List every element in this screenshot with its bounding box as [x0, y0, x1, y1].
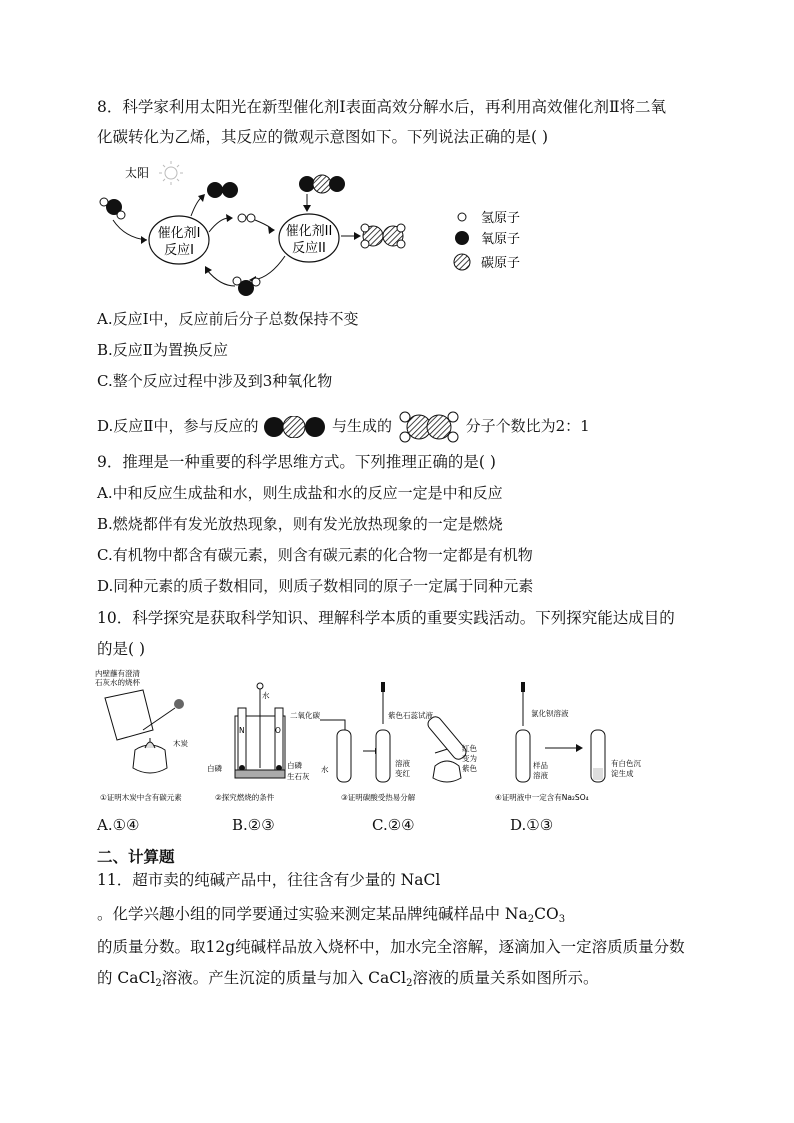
q10-stem-line1: 10．科学探究是获取科学知识、理解科学本质的重要实践活动。下列探究能达成目的: [97, 609, 675, 627]
q9-option-b: B.燃烧都伴有发光放热现象，则有发光放热现象的一定是燃烧: [97, 515, 503, 533]
sun-icon: [159, 161, 183, 185]
q8-option-d-prefix: D.反应Ⅱ中，参与反应的: [97, 417, 259, 435]
experiment-3: [290, 682, 477, 802]
svg-text:有白色沉: 有白色沉: [611, 759, 641, 768]
svg-text:生石灰: 生石灰: [287, 772, 310, 781]
svg-text:氯化钡溶液: 氯化钡溶液: [531, 709, 569, 718]
q11-line3: 的质量分数。取12g纯碱样品放入烧杯中，加水完全溶解，逐滴加入一定溶质质量分数: [97, 938, 685, 956]
svg-text:水: 水: [262, 691, 270, 700]
q11-line1: 11．超市卖的纯碱产品中，往往含有少量的 NaCl: [97, 871, 441, 889]
svg-text:紫色石蕊试液: 紫色石蕊试液: [388, 711, 433, 720]
svg-text:O: O: [275, 726, 281, 735]
q10-stem-line2: 的是( ): [97, 640, 146, 658]
water-molecule-return-icon: [233, 277, 260, 296]
q10-choice-b: B.②③: [232, 816, 275, 834]
svg-text:紫色: 紫色: [462, 764, 477, 773]
experiment-4: [495, 682, 641, 802]
reaction2-label: 反应II: [292, 241, 326, 256]
q9-option-d: D.同种元素的质子数相同，则质子数相同的原子一定属于同种元素: [97, 577, 534, 595]
legend-oxygen: 氧原子: [481, 232, 521, 247]
catalyst2-label: 催化剂II: [285, 224, 333, 239]
reaction1-label: 反应I: [164, 243, 194, 258]
svg-text:样品: 样品: [533, 761, 548, 770]
svg-text:木炭: 木炭: [173, 739, 188, 748]
svg-text:变为: 变为: [462, 754, 477, 763]
q8-option-d: [97, 410, 590, 444]
q10-choice-a: A.①④: [97, 816, 140, 834]
svg-text:二氧化碳: 二氧化碳: [290, 711, 320, 720]
svg-text:红色: 红色: [462, 744, 477, 753]
q10-choice-c: C.②④: [372, 816, 415, 834]
oxygen-molecule-icon: [207, 182, 238, 198]
svg-text:②探究燃烧的条件: ②探究燃烧的条件: [215, 793, 275, 802]
q8-reaction-diagram: [95, 158, 555, 303]
svg-text:石灰水的烧杯: 石灰水的烧杯: [95, 678, 140, 687]
svg-text:N: N: [239, 726, 245, 735]
ethylene-molecule-icon: [361, 224, 405, 248]
q11-line4: 的 CaCl$_2$溶液。产生沉淀的质量与加入 CaCl$_2$溶液的质量关系如图所示。: [97, 969, 599, 989]
q9-option-a: A.中和反应生成盐和水，则生成盐和水的反应一定是中和反应: [97, 484, 503, 502]
co2-molecule-icon: [263, 416, 327, 438]
legend-carbon: 碳原子: [481, 256, 521, 271]
q11-line2: 。化学兴趣小组的同学要通过实验来测定某品牌纯碱样品中 $Na_2CO_3$: [97, 905, 566, 925]
q9-option-c: C.有机物中都含有碳元素，则含有碳元素的化合物一定都是有机物: [97, 546, 533, 564]
co2-molecule-icon: [299, 175, 345, 193]
svg-text:白磷: 白磷: [207, 764, 222, 773]
q10-experiments-figure: [95, 668, 655, 808]
svg-text:淀生成: 淀生成: [611, 769, 634, 778]
svg-text:④证明液中一定含有Na₂SO₄: ④证明液中一定含有Na₂SO₄: [495, 793, 589, 802]
experiment-2: [207, 683, 310, 802]
q8-stem-line1: 8．科学家利用太阳光在新型催化剂Ⅰ表面高效分解水后，再利用高效催化剂Ⅱ将二氧: [97, 98, 667, 116]
sun-label: 太阳: [125, 166, 150, 180]
hydrogen-molecule-icon: [238, 214, 255, 222]
q8-option-b: B.反应Ⅱ为置换反应: [97, 341, 228, 359]
q9-stem: 9．推理是一种重要的科学思维方式。下列推理正确的是( ): [97, 453, 496, 471]
svg-text:③证明碳酸受热易分解: ③证明碳酸受热易分解: [341, 793, 416, 802]
svg-text:白磷: 白磷: [287, 761, 302, 770]
svg-text:溶液: 溶液: [395, 759, 410, 768]
svg-text:①证明木炭中含有碳元素: ①证明木炭中含有碳元素: [100, 793, 182, 802]
svg-text:溶液: 溶液: [533, 771, 548, 780]
q8-option-a: A.反应Ⅰ中，反应前后分子总数保持不变: [97, 310, 359, 328]
q8-option-c: C.整个反应过程中涉及到3种氧化物: [97, 372, 333, 390]
ethylene-molecule-icon: [397, 410, 461, 444]
section-title: 二、计算题: [97, 848, 175, 866]
water-molecule-icon: [100, 198, 125, 219]
svg-text:变红: 变红: [395, 769, 410, 778]
experiment-1: [95, 668, 188, 802]
legend: [454, 211, 520, 271]
svg-text:水: 水: [321, 765, 329, 774]
q8-stem-line2: 化碳转化为乙烯，其反应的微观示意图如下。下列说法正确的是( ): [97, 128, 549, 146]
q10-choice-d: D.①③: [510, 816, 554, 834]
legend-hydrogen: 氢原子: [481, 211, 521, 226]
q8-option-d-suffix: 分子个数比为2：1: [465, 417, 590, 435]
catalyst1-label: 催化剂I: [157, 226, 201, 241]
q8-option-d-mid: 与生成的: [332, 417, 393, 435]
svg-text:内壁蘸有澄清: 内壁蘸有澄清: [95, 669, 140, 678]
